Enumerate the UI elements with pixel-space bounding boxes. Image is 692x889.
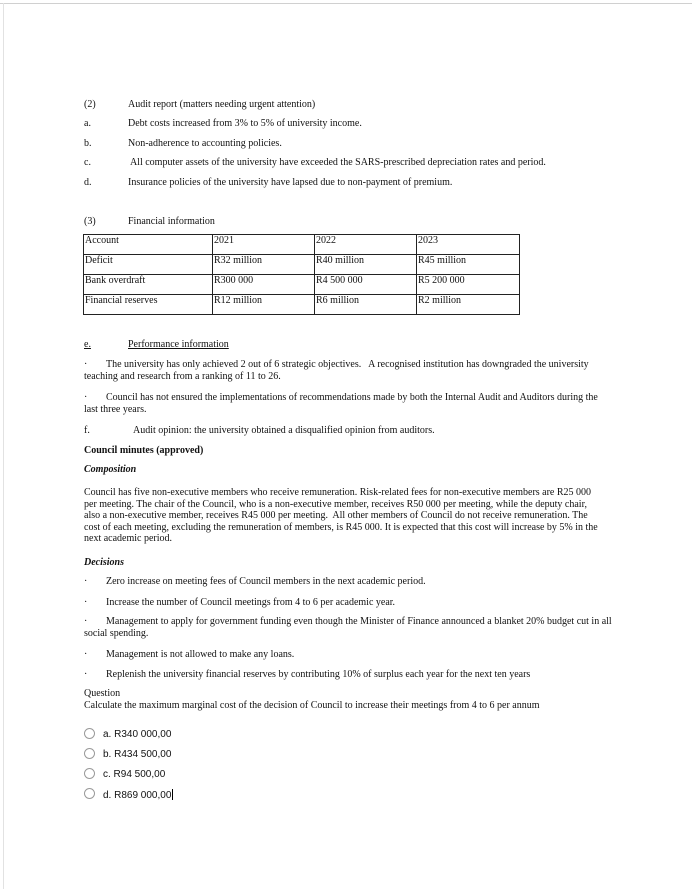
composition-text: Council has five non-executive members who receive remuneration. Risk-related fees for non-executive members are R25 000 per meeting. The chair of the Council, who is a non-executive member, receives R50 000 per meeting, while the deputy chair, also a non-executive member, receives R45 000 per meeting. All other members of Council do not receive remuneration. The cost of each meeting, excluding the remuneration of members, is R45 000. It is expected that this cost will increase by 5% in the next academic period. [84,487,601,544]
table-cell: R5 200 000 [417,275,520,295]
bullet-dot: · [84,649,88,660]
radio-button[interactable] [84,768,95,779]
item-b-text: Non-adherence to accounting policies. [128,138,282,149]
radio-button[interactable] [84,728,95,739]
decision-text: Replenish the university financial reserves by contributing 10% of surplus each year for the next ten years [106,669,531,680]
table-header-cell: 2022 [315,235,417,255]
decision-item [84,597,612,609]
section-e-title: Performance information [128,339,229,350]
top-border [0,3,692,4]
section-f-text: Audit opinion: the university obtained a disqualified opinion from auditors. [133,425,435,436]
item-c-text: All computer assets of the university have exceeded the SARS-prescribed depreciation rates and period. [128,157,546,168]
bullet-dot: · [84,616,88,627]
table-cell: R32 million [213,255,315,275]
text-cursor [172,789,173,800]
performance-bullet-2-text: Council has not ensured the implementations of recommendations made by both the Internal Audit and Auditors during the last three years. [84,392,598,415]
answer-option-label[interactable]: b. R434 500,00 [103,749,172,760]
answer-option-d-text[interactable]: d. R869 000,00 [103,790,172,801]
decision-text: Increase the number of Council meetings from 4 to 6 per academic year. [106,597,396,608]
item-d-label: d. [84,177,92,188]
bullet-dot: · [84,597,88,608]
bullet-dot: · [84,359,88,370]
table-header-cell: 2021 [213,235,315,255]
section3-number: (3) [84,216,96,227]
left-border [3,3,4,889]
council-heading: Council minutes (approved) [84,445,204,456]
table-row [84,255,520,275]
answer-option-label[interactable] [103,789,173,801]
table-header-row [84,235,520,255]
composition-heading: Composition [84,464,137,475]
item-b-label: b. [84,138,92,149]
performance-bullet-1 [84,359,612,382]
section3-title: Financial information [128,216,215,227]
table-cell: R40 million [315,255,417,275]
section-f-label: f. [84,425,90,436]
decision-item [84,576,612,588]
item-a-label: a. [84,118,91,129]
section2-title: Audit report (matters needing urgent attention) [128,99,316,110]
answer-option-label[interactable]: c. R94 500,00 [103,769,166,780]
bullet-dot: · [84,392,88,403]
item-d-text: Insurance policies of the university have lapsed due to non-payment of premium. [128,177,453,188]
radio-button[interactable] [84,788,95,799]
radio-button[interactable] [84,748,95,759]
item-c-label: c. [84,157,91,168]
table-cell: R6 million [315,295,417,315]
bullet-dot: · [84,576,88,587]
table-cell: R45 million [417,255,520,275]
section-e-label: e. [84,339,91,350]
table-row [84,275,520,295]
table-cell: Financial reserves [84,295,213,315]
decision-item [84,669,612,681]
question-text: Calculate the maximum marginal cost of the decision of Council to increase their meetings from 4 to 6 per annum [84,700,540,711]
decision-text: Management is not allowed to make any loans. [106,649,295,660]
table-cell: Bank overdraft [84,275,213,295]
decisions-heading: Decisions [84,557,124,568]
item-a-text: Debt costs increased from 3% to 5% of university income. [128,118,362,129]
table-header-cell: 2023 [417,235,520,255]
performance-bullet-1-text: The university has only achieved 2 out of 6 strategic objectives. A recognised institution has downgraded the university teaching and research from a ranking of 11 to 26. [84,359,592,382]
table-cell: R4 500 000 [315,275,417,295]
table-cell: R2 million [417,295,520,315]
table-cell: R12 million [213,295,315,315]
bullet-dot: · [84,669,88,680]
section2-number: (2) [84,99,96,110]
table-cell: Deficit [84,255,213,275]
decision-item [84,649,612,661]
question-heading: Question [84,688,121,699]
financial-table [83,234,520,315]
table-header-cell: Account [84,235,213,255]
performance-bullet-2 [84,392,612,415]
decision-item [84,616,612,639]
decision-text: Zero increase on meeting fees of Council members in the next academic period. [106,576,426,587]
table-row [84,295,520,315]
decision-text: Management to apply for government funding even though the Minister of Finance announced a blanket 20% budget cut in all social spending. [84,616,612,639]
answer-option-label[interactable]: a. R340 000,00 [103,729,172,740]
table-cell: R300 000 [213,275,315,295]
